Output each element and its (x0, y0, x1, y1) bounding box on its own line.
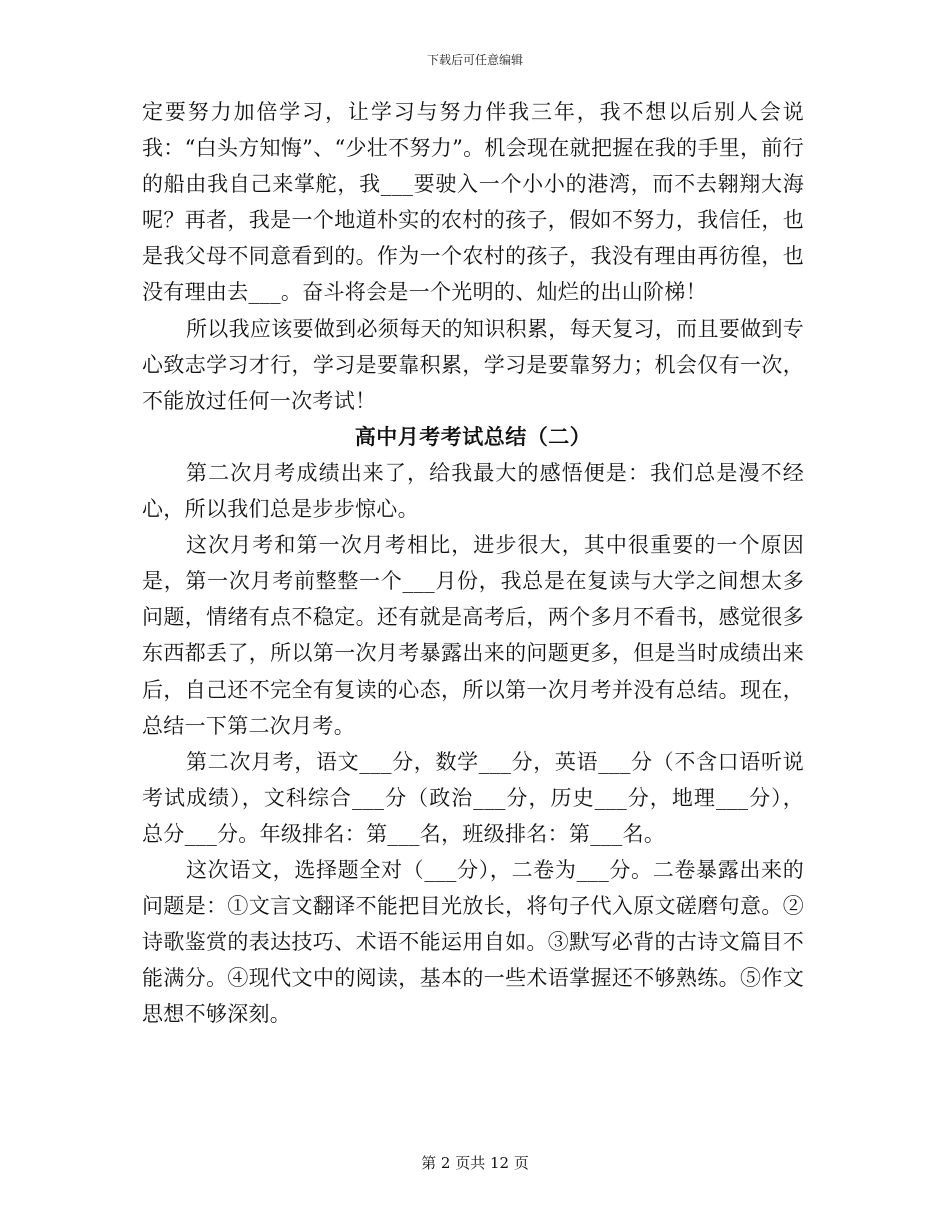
paragraph-scores: 第二次月考，语文___分，数学___分，英语___分（不含口语听说考试成绩），文科综合___分（政治___分，历史___分，地理___分），总分___分。年级排名：第___名，班级排名：第___名。 (142, 749, 804, 846)
page-header: 下载后可任意编辑 (426, 53, 523, 67)
page-number: 第 2 页共 12 页 (421, 1154, 529, 1172)
paragraph-chinese-analysis: 这次语文，选择题全对（___分），二卷为___分。二卷暴露出来的问题是：①文言文翻译不能把目光放长，将句子代入原文磋磨句意。②诗歌鉴赏的表达技巧、术语不能运用自如。③默写必背的古诗文篇目不能满分。④现代文中的阅读，基本的一些术语掌握还不够熟练。⑤作文思想不够深刻。 (142, 857, 804, 1027)
paragraph-comparison: 这次月考和第一次月考相比，进步很大，其中很重要的一个原因是，第一次月考前整整一个___月份，我总是在复读与大学之间想太多问题，情绪有点不稳定。还有就是高考后，两个多月不看书，感觉很多东西都丢了，所以第一次月考暴露出来的问题更多，但是当时成绩出来后，自己还不完全有复读的心态，所以第一次月考并没有总结。现在，总结一下第二次月考。 (142, 533, 804, 738)
paragraph-continued: 定要努力加倍学习，让学习与努力伴我三年，我不想以后别人会说我：“白头方知悔”、“少壮不努力”。机会现在就把握在我的手里，前行的船由我自己来掌舵，我___要驶入一个小小的港湾，而不去翱翔大海呢？再者，我是一个地道朴实的农村的孩子，假如不努力，我信任，也是我父母不同意看到的。作为一个农村的孩子，我没有理由再彷徨，也没有理由去___。奋斗将会是一个光明的、灿烂的出山阶梯！ (142, 100, 804, 305)
document-body (142, 94, 804, 1032)
section-title: 高中月考考试总结（二） (354, 423, 592, 449)
paragraph-conclusion: 所以我应该要做到必须每天的知识积累，每天复习，而且要做到专心致志学习才行，学习是要靠积累，学习是要靠努力；机会仅有一次，不能放过任何一次考试！ (142, 316, 804, 413)
paragraph-intro: 第二次月考成绩出来了，给我最大的感悟便是：我们总是漫不经心，所以我们总是步步惊心。 (142, 460, 804, 522)
